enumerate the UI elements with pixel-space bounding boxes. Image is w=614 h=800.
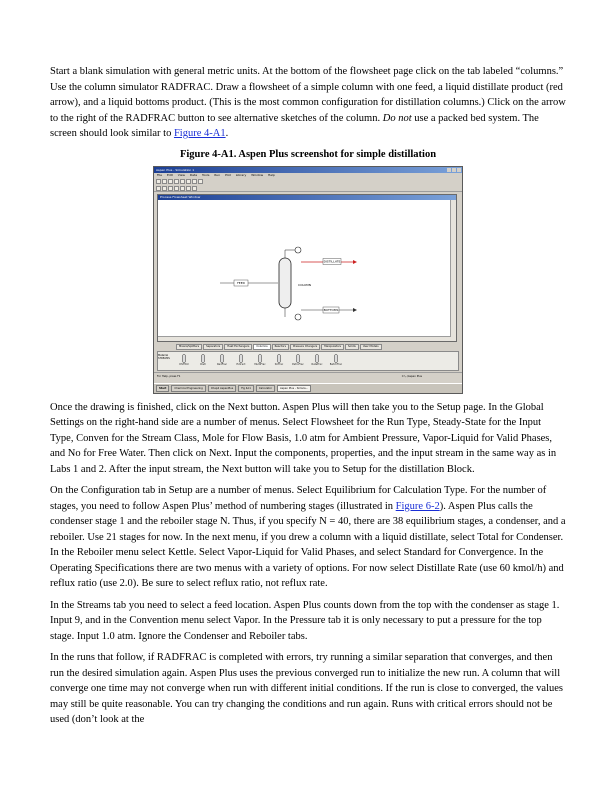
column-model-icon xyxy=(199,354,207,363)
stop-icon xyxy=(168,186,173,191)
column-model-icon xyxy=(218,354,226,363)
column-model-icon xyxy=(332,354,340,363)
minimize-icon xyxy=(447,168,451,172)
tab-mixers-splitters[interactable]: Mixers/Splitters xyxy=(176,344,202,350)
palette-extract[interactable] xyxy=(233,354,249,368)
menu-plot: Plot xyxy=(225,172,231,177)
tab-user-models[interactable]: User Models xyxy=(360,344,382,350)
status-bar xyxy=(154,372,462,380)
cut-icon xyxy=(180,179,185,184)
taskbar-item-2[interactable]: Chap4 AspenPlus xyxy=(208,385,236,392)
figure-4-a1-link[interactable]: Figure 4-A1 xyxy=(173,128,226,139)
menu-run: Run xyxy=(214,172,221,177)
column-model-icon xyxy=(237,354,245,363)
flowsheet-window-title: Process Flowsheet Window xyxy=(158,195,456,200)
model-palette xyxy=(157,351,459,371)
palette-dstwu[interactable] xyxy=(176,354,192,368)
next-icon xyxy=(186,186,191,191)
distillate-arrowhead xyxy=(353,260,357,264)
close-icon xyxy=(457,168,461,172)
paragraph-3-text: On the Configuration tab in Setup are a number of menus. Select Equilibrium for Calculation Type. For the number of stages, you need to follow Aspen Plus’ method of numbering stages (illustrated in xyxy=(50,485,547,512)
step-icon xyxy=(162,186,167,191)
palette-radfrac[interactable] xyxy=(214,354,230,368)
palette-ratefrac[interactable] xyxy=(309,354,325,368)
taskbar xyxy=(154,383,462,393)
tab-pressure-changers[interactable]: Pressure Changers xyxy=(290,344,320,350)
window-controls xyxy=(447,168,461,172)
palette-scfrac-label: SCFrac xyxy=(274,362,284,366)
intro-text-2: use a packed bed system. The screen should look similar to xyxy=(50,112,539,139)
vertical-scrollbar[interactable] xyxy=(450,200,456,341)
reboiler-icon xyxy=(295,314,301,320)
window-title-bar xyxy=(154,167,462,173)
palette-extract-label: Extract xyxy=(236,362,246,366)
paragraph-4: In the Streams tab you need to select a feed location. Aspen Plus counts down from the top with the condenser as stage 1. Input 9, and in the Convention menu select Vapor. In the Pressure tab it is only necessary to put a pressure for the top stage. Input 1.0 atm. Ignore the Condenser and Reboiler tabs. xyxy=(50,599,560,642)
menu-library: Library xyxy=(235,172,247,177)
toolbar-1 xyxy=(154,178,462,185)
menu-edit: Edit xyxy=(167,172,173,177)
palette-radfrac-label: RadFrac xyxy=(217,362,227,366)
bottoms-label: BOTTOMS xyxy=(323,307,339,312)
tab-separators[interactable]: Separators xyxy=(203,344,223,350)
palette-dstwu-label: DSTWU xyxy=(179,362,189,366)
bottoms-arrowhead xyxy=(353,308,357,312)
figure-6-2-link[interactable]: Figure 6-2 xyxy=(395,500,440,512)
open-icon xyxy=(162,179,167,184)
figure-caption: Figure 4-A1. Aspen Plus screenshot for simple distillation xyxy=(179,148,437,160)
help-icon xyxy=(198,179,203,184)
intro-emphasis: Do not xyxy=(382,112,412,124)
menu-view: View xyxy=(177,172,185,177)
column-label: COLUMN xyxy=(298,282,312,287)
column-model-icon xyxy=(180,354,188,363)
feed-label: FEED xyxy=(237,280,245,285)
palette-batchfrac-label: BatchFrac xyxy=(329,362,343,366)
maximize-icon xyxy=(452,168,456,172)
window-title: Aspen Plus - Simulation 1 xyxy=(156,167,195,172)
status-path: C:\..\Aspen Plus xyxy=(401,374,422,378)
column-model-icon xyxy=(256,354,264,363)
palette-distl[interactable] xyxy=(195,354,211,368)
horizontal-scrollbar[interactable] xyxy=(158,336,451,341)
paragraph-3 xyxy=(50,483,566,592)
flowsheet-diagram xyxy=(158,200,452,339)
palette-distl-label: Distl xyxy=(200,362,206,366)
new-icon xyxy=(156,179,161,184)
column-model-icon xyxy=(294,354,302,363)
paragraph-2: Once the drawing is finished, click on the Next button. Aspen Plus will then take you to the Setup page. In the Global Settings on the right-hand side are a number of menus. Select Flowsheet for the Run Type, Steady-State for the Input Type, Conven for the Stream Class, Mole for Flow Basis, 1.0 atm for Ambient Pressure, Vapor-Liquid for Valid Phases, and No for Free Water. Then click on Next. Input the components, properties, and the input stream in the same way as in Labs 1 and 2. After the input stream, the Next button will take you to Setup for the distillation Block. xyxy=(50,401,557,475)
menu-window: Window xyxy=(251,172,264,177)
palette-ratefrac-label: RateFrac xyxy=(311,362,323,366)
taskbar-item-1[interactable]: Chemical Engineering xyxy=(171,385,205,392)
tab-manipulators[interactable]: Manipulators xyxy=(321,344,344,350)
status-text: For Help, press F1 xyxy=(157,374,181,378)
intro-text: Start a blank simulation with general metric units. At the bottom of the flowsheet page click on the tab labeled “columns.” Use the column simulator RADFRAC. Draw a flowsheet of a simple column with one feed, a liquid distillate product (red arrow), and a liquid bottoms product. (This is the most common configuration for distillation columns.) Click on the arrow to the right of the RADFRAC button to see alternative sketches of the column. xyxy=(50,66,566,124)
menu-file: File xyxy=(157,172,163,177)
menu-tools: Tools xyxy=(202,172,210,177)
tab-columns[interactable]: Columns xyxy=(253,344,270,350)
paragraph-5: In the runs that follow, if RADFRAC is completed with errors, try running a similar separation that converges, and then run the desired simulation again. Aspen Plus uses the previous converged run to initialize the new run. A column that will converge one time may not converge when run with different initial conditions. If the run is close to converged, the values may still be quite reasonable. You can try changing the conditions and run again. Runs with critical errors should not be used (don’t look at the xyxy=(50,652,564,725)
flowsheet-window xyxy=(157,194,457,342)
column-model-icon xyxy=(275,354,283,363)
palette-petrofrac-label: PetroFrac xyxy=(292,362,304,366)
menu-help: Help xyxy=(268,172,275,177)
material-streams-label[interactable]: Material STREAMS xyxy=(158,353,170,360)
zoom-icon xyxy=(192,186,197,191)
intro-paragraph xyxy=(50,64,566,142)
print-icon xyxy=(174,179,179,184)
toolbar-2 xyxy=(154,185,462,192)
intro-end: . xyxy=(225,128,229,139)
tab-heat-exchangers[interactable]: Heat Exchangers xyxy=(224,344,252,350)
reinit-icon xyxy=(174,186,179,191)
paragraph-3-text-2: ). Aspen Plus calls the condenser stage 1 and the reboiler stage N. Thus, if you specify N = 40, there are 38 equilibrium stages, a condenser, and a reboiler. Use 21 stages for now. In the next menu, if you drew a column with a liquid distillate, select Total for Condenser. In the Reboiler menu select Kettle. Select Vapor-Liquid for Valid Phases, and select Standard for Convergence. In the Operating Specifications there are two menus with a variety of options. For now select Distillate Rate (use 60 kmol/h) and reflux ratio (use 2.0). Be sure to select reflux ratio, not reflux rate. xyxy=(50,500,566,589)
palette-batchfrac[interactable] xyxy=(328,354,344,368)
taskbar-item-3[interactable]: Fig 4A1 xyxy=(238,385,254,392)
column-model-icon xyxy=(313,354,321,363)
figure-container xyxy=(50,166,566,394)
condenser-icon xyxy=(295,247,301,253)
palette-multifrac-label: MultiFrac xyxy=(254,362,266,366)
model-library-tabs xyxy=(176,344,459,350)
aspen-screenshot xyxy=(153,166,463,394)
taskbar-item-4[interactable]: Calculator xyxy=(256,385,275,392)
save-icon xyxy=(168,179,173,184)
distillate-label: DISTILLATE xyxy=(323,259,341,264)
taskbar-item-5[interactable]: Aspen Plus - Simula... xyxy=(277,385,311,392)
copy-icon xyxy=(186,179,191,184)
tab-reactors[interactable]: Reactors xyxy=(272,344,289,350)
palette-petrofrac[interactable] xyxy=(290,354,306,368)
paste-icon xyxy=(192,179,197,184)
palette-scfrac[interactable] xyxy=(271,354,287,368)
run-icon xyxy=(156,186,161,191)
menu-data: Data xyxy=(189,172,198,177)
tab-solids[interactable]: Solids xyxy=(345,344,359,350)
column-block xyxy=(279,258,291,308)
results-icon xyxy=(180,186,185,191)
palette-multifrac[interactable] xyxy=(252,354,268,368)
start-button[interactable]: Start xyxy=(156,385,169,392)
